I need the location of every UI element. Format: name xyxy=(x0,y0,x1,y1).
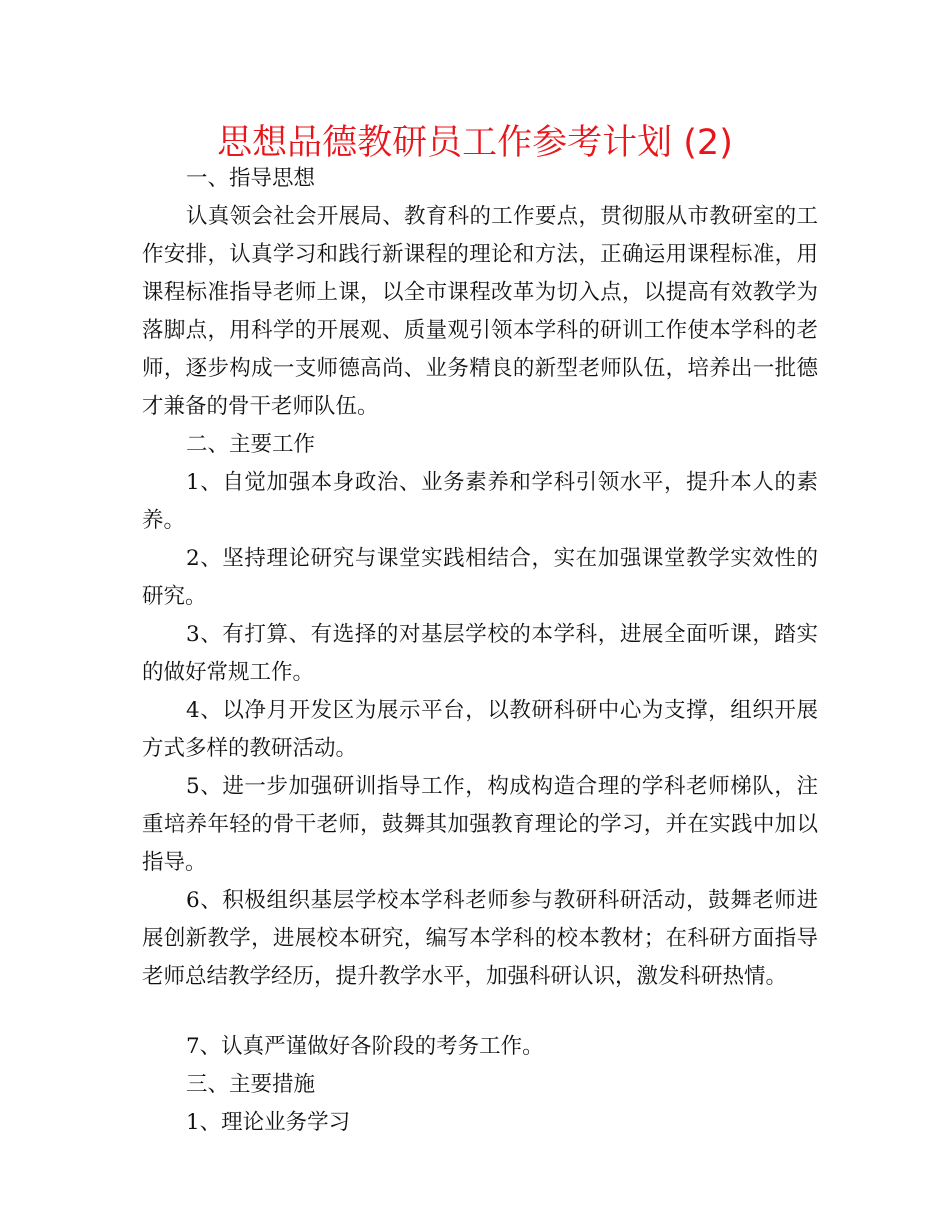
section-heading-main-work: 二、主要工作 xyxy=(186,432,316,457)
document-title: 思想品德教研员工作参考计划 (2) xyxy=(217,123,733,163)
work-item-5: 5、进一步加强研训指导工作，构成构造合理的学科老师梯队，注重培养年轻的骨干老师，鼓舞其加强教育理论的学习，并在实践中加以指导。 xyxy=(142,774,818,875)
work-item-3: 3、有打算、有选择的对基层学校的本学科，进展全面听课，踏实的做好常规工作。 xyxy=(142,622,818,685)
document-body xyxy=(142,160,818,1142)
paragraph-guiding-thought: 认真领会社会开展局、教育科的工作要点，贯彻服从市教研室的工作安排，认真学习和践行新课程的理论和方法，正确运用课程标准，用课程标准指导老师上课，以全市课程改革为切入点，以提高有效教学为落脚点，用科学的开展观、质量观引领本学科的研训工作使本学科的老师，逐步构成一支师德高尚、业务精良的新型老师队伍，培养出一批德才兼备的骨干老师队伍。 xyxy=(142,204,818,419)
work-item-2: 2、坚持理论研究与课堂实践相结合，实在加强课堂教学实效性的研究。 xyxy=(142,546,818,609)
work-item-6: 6、积极组织基层学校本学科老师参与教研科研活动，鼓舞老师进展创新教学，进展校本研究，编写本学科的校本教材；在科研方面指导老师总结教学经历，提升教学水平，加强科研认识，激发科研热情。 xyxy=(142,888,818,989)
work-item-7: 7、认真严谨做好各阶段的考务工作。 xyxy=(186,1034,544,1059)
work-item-1: 1、自觉加强本身政治、业务素养和学科引领水平，提升本人的素养。 xyxy=(142,470,818,533)
work-item-4: 4、以净月开发区为展示平台，以教研科研中心为支撑，组织开展方式多样的教研活动。 xyxy=(142,698,818,761)
section-heading-main-measures: 三、主要措施 xyxy=(186,1072,316,1097)
measure-item-1: 1、理论业务学习 xyxy=(186,1110,351,1135)
section-heading-guiding-thought: 一、指导思想 xyxy=(186,166,316,191)
